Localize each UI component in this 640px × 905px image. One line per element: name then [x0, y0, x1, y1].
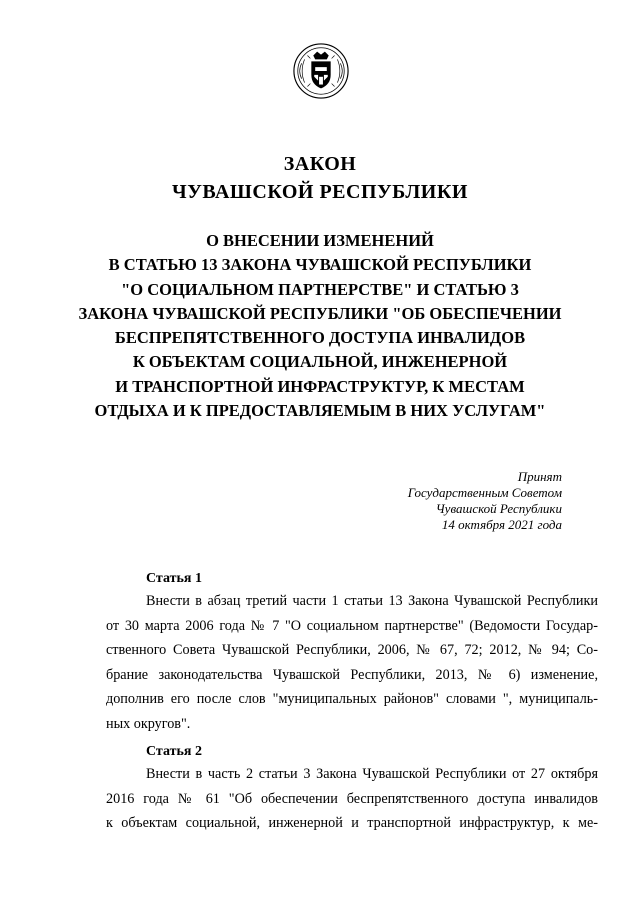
article-1-line: Внести в абзац третий части 1 статьи 13 Закона Чувашской Республики: [146, 593, 598, 609]
law-title-line-2: ЧУВАШСКОЙ РЕСПУБЛИКИ: [172, 181, 468, 203]
subject-line: БЕСПРЕПЯТСТВЕННОГО ДОСТУПА ИНВАЛИДОВ: [114, 328, 526, 348]
article-2-text: [106, 762, 598, 836]
subject-line: "О СОЦИАЛЬНОМ ПАРТНЕРСТВЕ" И СТАТЬЮ 3: [121, 279, 519, 299]
law-title: [0, 150, 640, 206]
article-1-line: брание законодательства Чувашской Республики, 2013, № 6) изменение,: [106, 666, 598, 683]
article-1-heading: Статья 1: [146, 571, 202, 586]
coat-of-arms-emblem: [292, 42, 350, 100]
article-1-text: [106, 589, 598, 736]
subject-line: В СТАТЬЮ 13 ЗАКОНА ЧУВАШСКОЙ РЕСПУБЛИКИ: [108, 255, 532, 275]
adoption-note: [302, 469, 562, 533]
subject-line: ОТДЫХА И К ПРЕДОСТАВЛЯЕМЫМ В НИХ УСЛУГАМ": [94, 401, 546, 421]
adoption-line: Принят: [517, 469, 562, 484]
article-2-line: к объектам социальной, инженерной и транспортной инфраструктур, к ме-: [106, 815, 598, 831]
law-subject: [0, 229, 640, 423]
adoption-line: Государственным Советом: [407, 485, 562, 500]
subject-line: ЗАКОНА ЧУВАШСКОЙ РЕСПУБЛИКИ "ОБ ОБЕСПЕЧЕНИИ: [78, 303, 562, 323]
subject-line: И ТРАНСПОРТНОЙ ИНФРАСТРУКТУР, К МЕСТАМ: [115, 376, 525, 396]
article-1-line: ственного Совета Чувашской Республики, 2006, № 67, 72; 2012, № 94; Со-: [106, 642, 598, 658]
article-1-line: от 30 марта 2006 года № 7 "О социальном партнерстве" (Ведомости Государ-: [106, 617, 598, 634]
article-2-line: 2016 года № 61 "Об обеспечении беспрепятственного доступа инвалидов: [106, 790, 598, 807]
adoption-line: Чувашской Республики: [435, 501, 562, 516]
subject-line: О ВНЕСЕНИИ ИЗМЕНЕНИЙ: [206, 231, 434, 250]
article-1-line: дополнив его после слов "муниципальных районов" словами ", муниципаль-: [106, 691, 598, 707]
article-1-line: ных округов".: [106, 715, 191, 732]
adoption-date: 14 октября 2021 года: [441, 517, 562, 532]
law-title-line-1: ЗАКОН: [283, 153, 357, 175]
article-2-line: Внести в часть 2 статьи 3 Закона Чувашской Республики от 27 октября: [146, 766, 598, 782]
article-2-heading: Статья 2: [146, 744, 202, 759]
subject-line: К ОБЪЕКТАМ СОЦИАЛЬНОЙ, ИНЖЕНЕРНОЙ: [132, 352, 508, 372]
